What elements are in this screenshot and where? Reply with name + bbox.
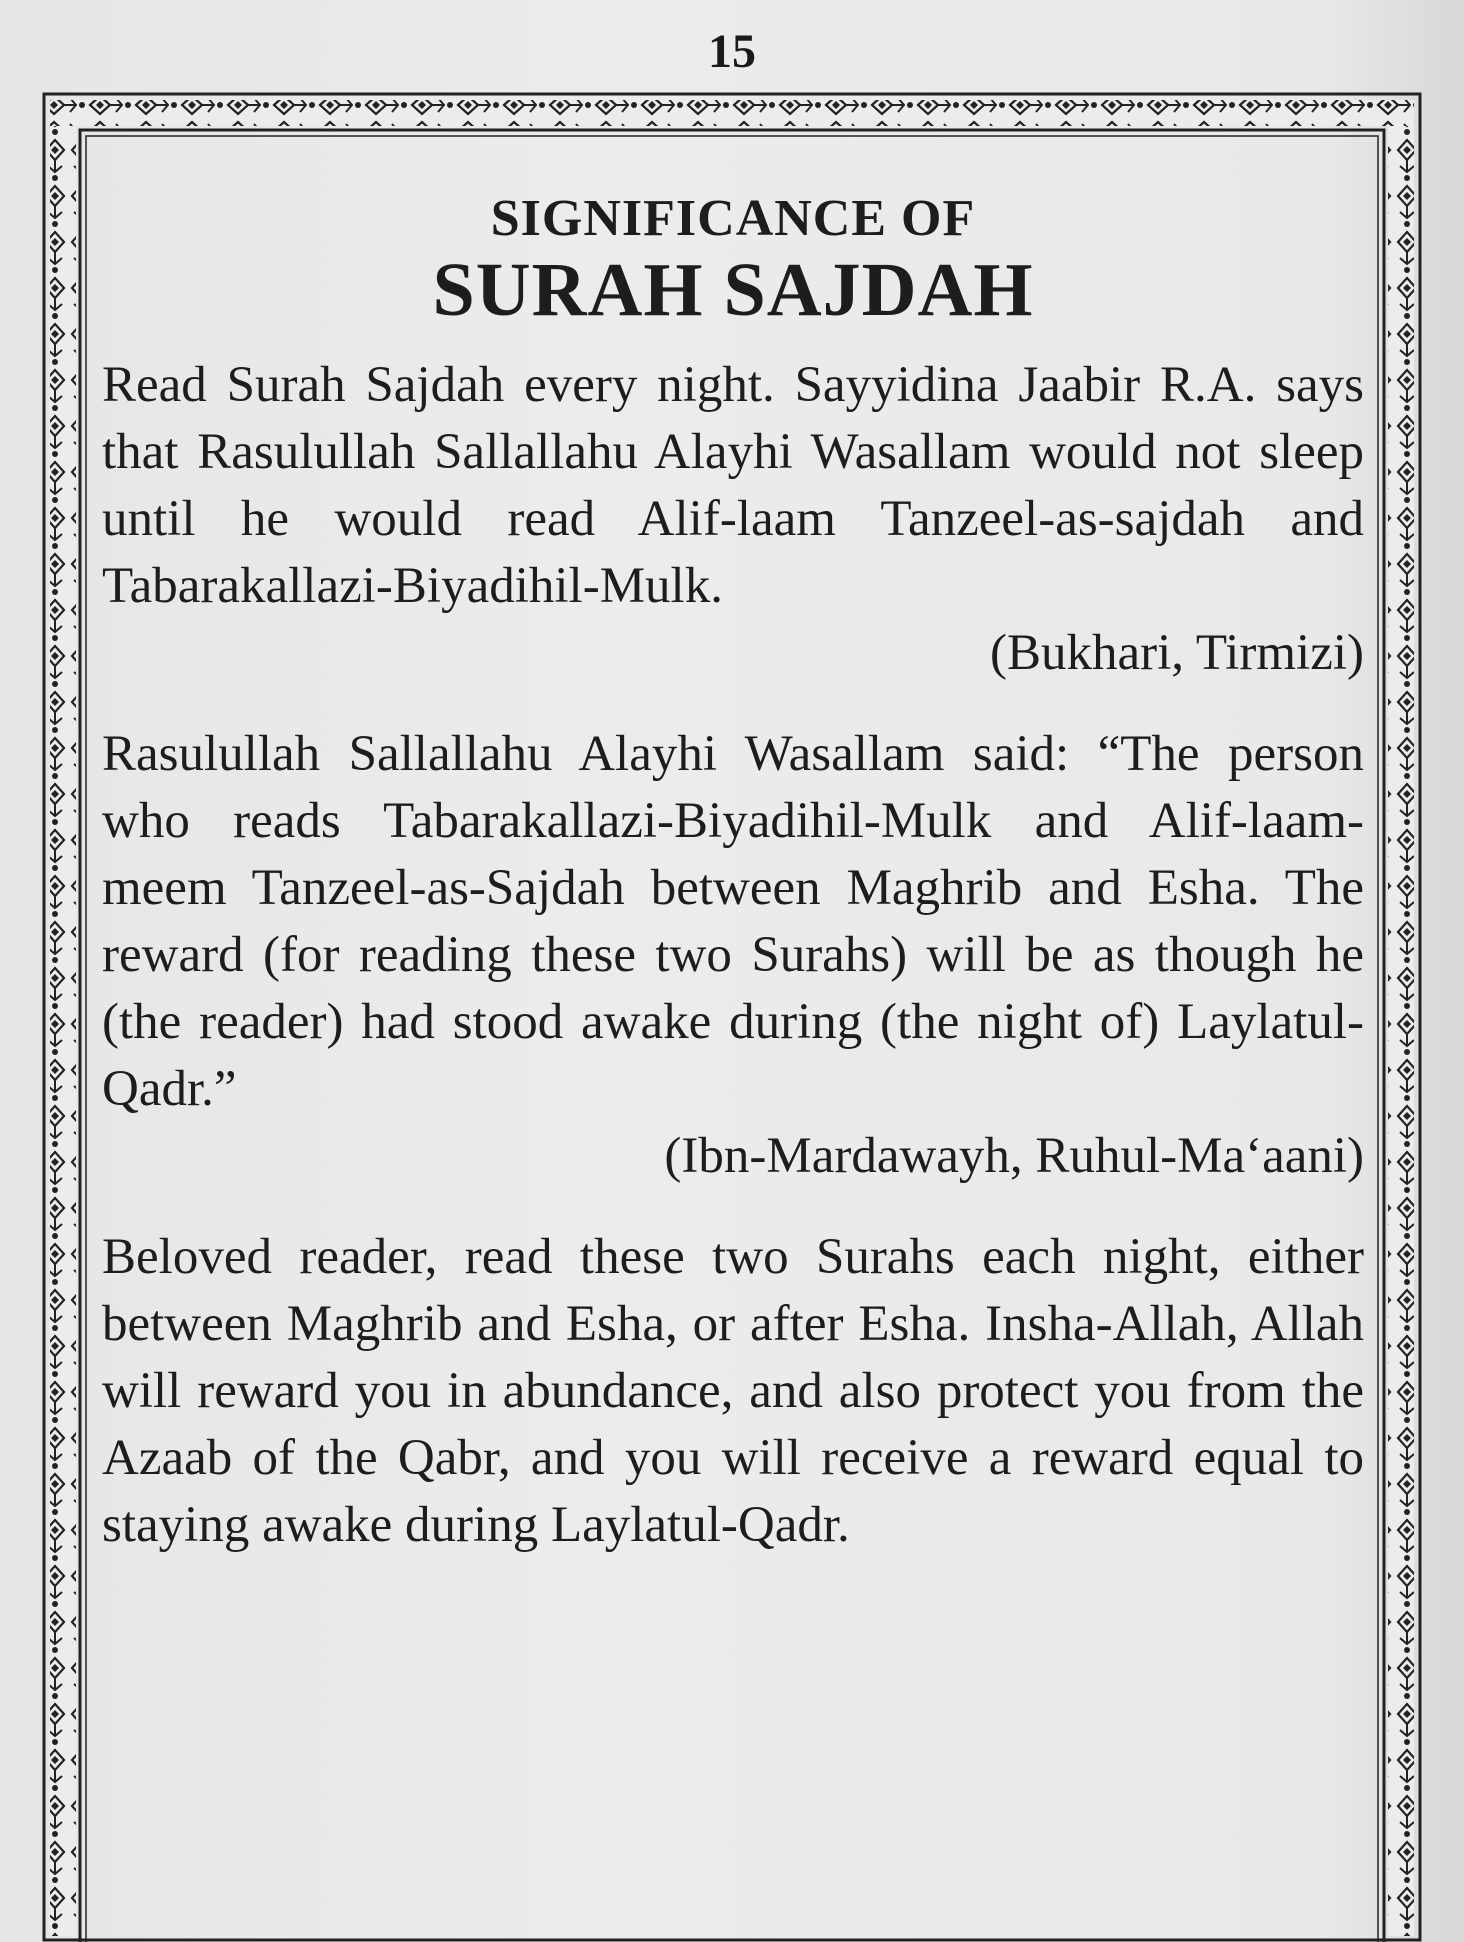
citation-1: (Bukhari, Tirmizi): [989, 625, 1364, 681]
paragraph-2: Rasulullah Sallallahu Alayhi Wasallam said: “The person who reads Tabarakallazi-Biyadihil-Mulk and Alif-laam-meem Tanzeel-as-Sajdah between Maghrib and Esha. The reward (for reading these two Surahs) will be as though he (the reader) had stood awake during (the night of) Laylatul-Qadr.”: [102, 726, 1364, 1117]
heading-title: SURAH SAJDAH: [432, 248, 1034, 332]
page-content: [102, 190, 1364, 1559]
paragraph-3: Beloved reader, read these two Surahs each night, either between Maghrib and Esha, or after Esha. Insha-Allah, Allah will reward you in abundance, and also protect you from the Azaab of the Qabr, and you will receive a reward equal to staying awake during Laylatul-Qadr.: [102, 1229, 1364, 1553]
citation-2: (Ibn-Mardawayh, Ruhul-Ma‘aani): [664, 1128, 1364, 1184]
page-number: 15: [708, 25, 756, 78]
paragraph-1: Read Surah Sajdah every night. Sayyidina Jaabir R.A. says that Rasulullah Sallallahu Alayhi Wasallam would not sleep until he would read Alif-laam Tanzeel-as-sajdah and Tabarakallazi-Biyadihil-Mulk.: [102, 357, 1364, 614]
heading-subtitle: SIGNIFICANCE OF: [490, 190, 976, 247]
